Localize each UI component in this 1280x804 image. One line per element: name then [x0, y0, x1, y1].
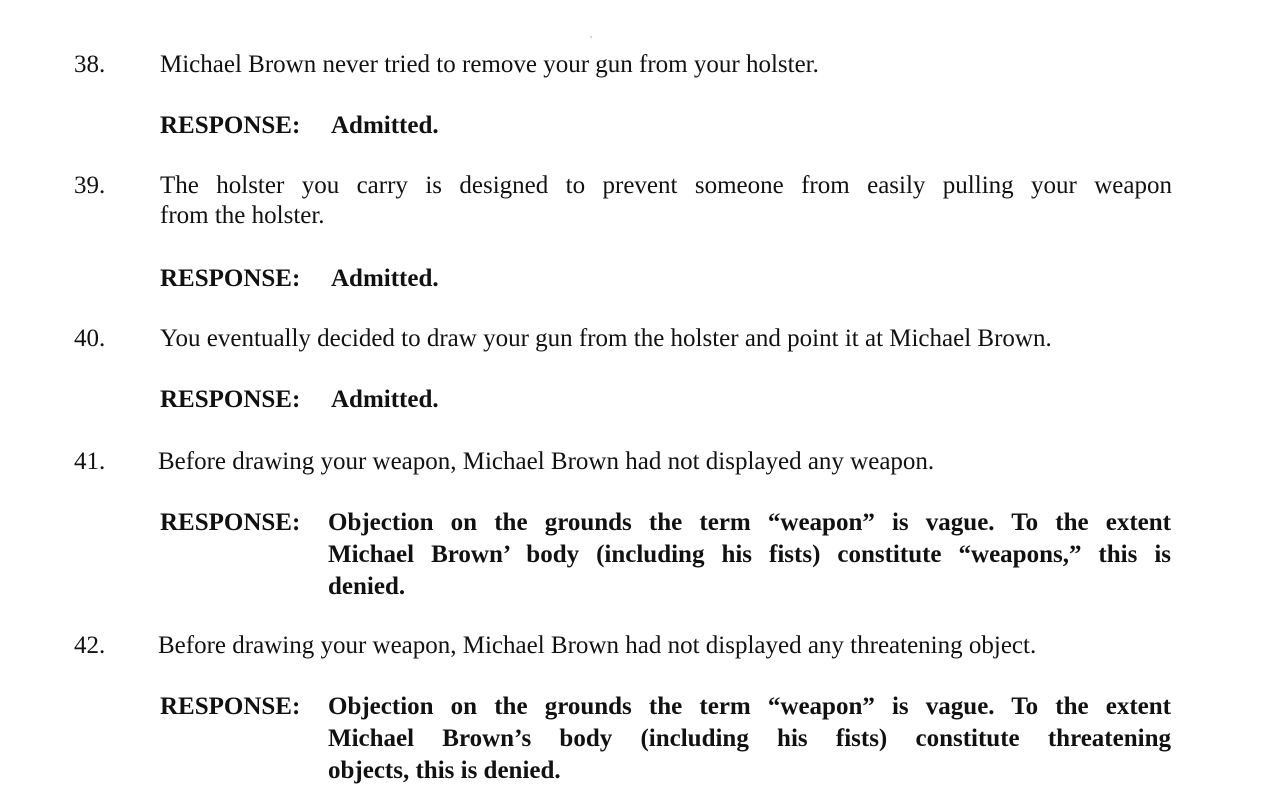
response-line: Objection on the grounds the term “weapon” is vague. To the extent	[328, 693, 1171, 720]
item-number: 40.	[74, 325, 106, 352]
item-number: 39.	[74, 172, 106, 199]
response-line: Michael Brown’s body (including his fists) constitute threatening	[328, 725, 1171, 752]
response-line: objects, this is denied.	[328, 757, 561, 784]
item-number: 41.	[74, 448, 106, 475]
response-text	[328, 691, 1171, 787]
request-text: Before drawing your weapon, Michael Brown had not displayed any threatening object.	[158, 632, 1037, 659]
response-line: Objection on the grounds the term “weapon” is vague. To the extent	[328, 509, 1171, 536]
item-number: 42.	[74, 632, 106, 659]
scan-speck	[590, 36, 592, 38]
request-text	[160, 170, 1172, 232]
response-line: denied.	[328, 573, 406, 600]
response-label: RESPONSE:	[160, 386, 301, 413]
request-text: You eventually decided to draw your gun from the holster and point it at Michael Brown.	[160, 325, 1052, 352]
response-text: Admitted.	[331, 386, 439, 413]
response-text: Admitted.	[331, 265, 439, 292]
response-text	[328, 507, 1171, 603]
request-text: Michael Brown never tried to remove your gun from your holster.	[160, 51, 819, 78]
request-line: from the holster.	[160, 202, 325, 229]
item-number: 38.	[74, 51, 106, 78]
response-label: RESPONSE:	[160, 693, 301, 720]
response-text: Admitted.	[331, 112, 439, 139]
response-line: Michael Brown’ body (including his fists) constitute “weapons,” this is	[328, 541, 1171, 568]
response-label: RESPONSE:	[160, 265, 301, 292]
request-text: Before drawing your weapon, Michael Brown had not displayed any weapon.	[158, 448, 935, 475]
response-label: RESPONSE:	[160, 112, 301, 139]
response-label: RESPONSE:	[160, 509, 301, 536]
request-line: The holster you carry is designed to prevent someone from easily pulling your weapon	[160, 172, 1172, 199]
